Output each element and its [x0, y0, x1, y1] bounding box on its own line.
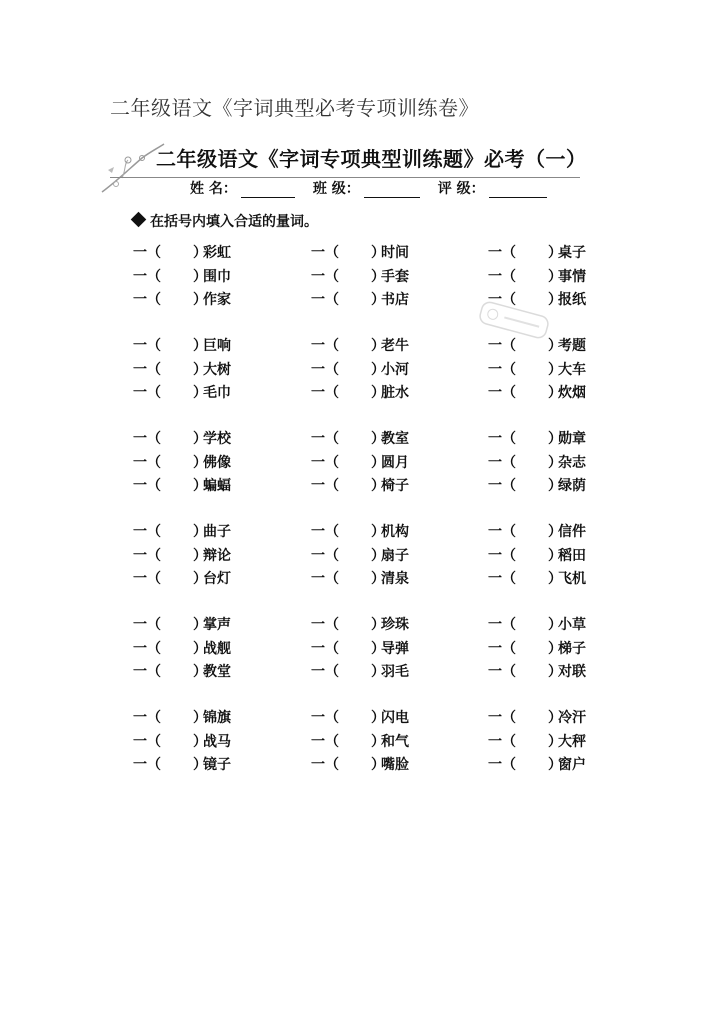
item-suffix: ）	[193, 478, 207, 494]
exercise-row	[0, 545, 724, 565]
noun-word: 辩论	[203, 547, 231, 564]
exercise-row	[0, 335, 724, 355]
item-prefix: 一（	[133, 268, 161, 285]
measure-word-item	[133, 266, 231, 286]
noun-word: 战舰	[203, 640, 231, 657]
item-suffix: ）	[371, 478, 385, 494]
noun-word: 毛巾	[203, 385, 231, 401]
noun-word: 梯子	[558, 640, 586, 657]
item-suffix: ）	[548, 292, 562, 308]
noun-word: 巨响	[203, 338, 231, 354]
measure-word-item	[488, 382, 586, 402]
item-prefix: 一（	[133, 338, 161, 354]
item-suffix: ）	[193, 710, 207, 726]
item-suffix: ）	[193, 431, 207, 447]
measure-word-item	[311, 568, 409, 588]
worksheet-title: 二年级语文《字词专项典型训练题》必考（一）	[156, 147, 587, 171]
measure-word-item	[311, 289, 409, 309]
item-suffix: ）	[548, 710, 562, 726]
item-suffix: ）	[193, 292, 207, 308]
item-suffix: ）	[548, 757, 562, 773]
noun-word: 炊烟	[558, 385, 586, 401]
exercise-row	[0, 614, 724, 634]
item-prefix: 一（	[133, 478, 161, 494]
noun-word: 掌声	[203, 617, 231, 633]
item-prefix: 一（	[133, 361, 161, 378]
item-suffix: ）	[371, 571, 385, 587]
noun-word: 勋章	[558, 431, 586, 447]
item-prefix: 一（	[311, 710, 339, 726]
item-prefix: 一（	[311, 478, 339, 494]
noun-word: 桌子	[558, 245, 586, 261]
item-suffix: ）	[371, 733, 385, 750]
name-blank[interactable]	[241, 183, 295, 198]
measure-word-item	[133, 545, 231, 565]
noun-word: 曲子	[203, 524, 231, 540]
noun-word: 大秤	[558, 733, 586, 750]
item-prefix: 一（	[488, 710, 516, 726]
item-suffix: ）	[548, 361, 562, 378]
noun-word: 冷汗	[558, 710, 586, 726]
item-prefix: 一（	[311, 338, 339, 354]
measure-word-item	[311, 707, 409, 727]
measure-word-item	[311, 731, 409, 751]
measure-word-item	[311, 266, 409, 286]
noun-word: 珍珠	[381, 617, 409, 633]
item-prefix: 一（	[488, 524, 516, 540]
measure-word-item	[488, 289, 586, 309]
item-suffix: ）	[193, 385, 207, 401]
noun-word: 蝙蝠	[203, 478, 231, 494]
item-suffix: ）	[371, 268, 385, 285]
item-prefix: 一（	[133, 292, 161, 308]
noun-word: 圆月	[381, 454, 409, 471]
item-prefix: 一（	[311, 454, 339, 471]
item-prefix: 一（	[133, 757, 161, 773]
item-suffix: ）	[193, 757, 207, 773]
measure-word-item	[488, 568, 586, 588]
measure-word-item	[311, 475, 409, 495]
noun-word: 对联	[558, 664, 586, 680]
item-suffix: ）	[193, 571, 207, 587]
item-prefix: 一（	[133, 617, 161, 633]
noun-word: 清泉	[381, 571, 409, 587]
item-prefix: 一（	[311, 640, 339, 657]
exercise-row	[0, 707, 724, 727]
noun-word: 书店	[381, 292, 409, 308]
item-prefix: 一（	[133, 431, 161, 447]
item-prefix: 一（	[133, 454, 161, 471]
noun-word: 佛像	[203, 454, 231, 471]
exercise-row	[0, 242, 724, 262]
item-suffix: ）	[548, 547, 562, 564]
item-suffix: ）	[371, 664, 385, 680]
item-suffix: ）	[193, 547, 207, 564]
measure-word-item	[133, 475, 231, 495]
noun-word: 手套	[381, 268, 409, 285]
item-suffix: ）	[371, 431, 385, 447]
item-suffix: ）	[371, 640, 385, 657]
class-label: 班 级：	[312, 181, 360, 197]
class-field[interactable]	[313, 178, 420, 198]
item-suffix: ）	[193, 361, 207, 378]
instruction	[133, 211, 318, 231]
class-blank[interactable]	[364, 183, 420, 198]
measure-word-item	[133, 335, 231, 355]
grade-blank[interactable]	[489, 183, 547, 198]
item-prefix: 一（	[311, 664, 339, 680]
item-suffix: ）	[548, 454, 562, 471]
item-suffix: ）	[193, 617, 207, 633]
measure-word-item	[488, 661, 586, 681]
item-prefix: 一（	[488, 617, 516, 633]
measure-word-item	[133, 568, 231, 588]
item-suffix: ）	[371, 547, 385, 564]
item-suffix: ）	[548, 268, 562, 285]
exercise-row	[0, 638, 724, 658]
exercise-row	[0, 521, 724, 541]
item-suffix: ）	[371, 385, 385, 401]
measure-word-item	[133, 707, 231, 727]
item-prefix: 一（	[311, 361, 339, 378]
noun-word: 老牛	[381, 338, 409, 354]
measure-word-item	[488, 614, 586, 634]
exercise-row	[0, 661, 724, 681]
exercise-row	[0, 382, 724, 402]
item-prefix: 一（	[488, 361, 516, 378]
noun-word: 台灯	[203, 571, 231, 587]
item-prefix: 一（	[311, 733, 339, 750]
noun-word: 作家	[203, 292, 231, 308]
item-suffix: ）	[371, 245, 385, 261]
noun-word: 教室	[381, 431, 409, 447]
item-suffix: ）	[371, 524, 385, 540]
item-suffix: ）	[548, 385, 562, 401]
noun-word: 大树	[203, 361, 231, 378]
measure-word-item	[488, 475, 586, 495]
measure-word-item	[133, 638, 231, 658]
noun-word: 杂志	[558, 454, 586, 471]
measure-word-item	[133, 661, 231, 681]
item-suffix: ）	[193, 640, 207, 657]
item-prefix: 一（	[488, 640, 516, 657]
noun-word: 稻田	[558, 547, 586, 564]
item-suffix: ）	[548, 571, 562, 587]
noun-word: 战马	[203, 733, 231, 750]
item-prefix: 一（	[133, 640, 161, 657]
item-prefix: 一（	[311, 431, 339, 447]
measure-word-item	[488, 638, 586, 658]
measure-word-item	[133, 521, 231, 541]
noun-word: 信件	[558, 524, 586, 540]
item-suffix: ）	[548, 664, 562, 680]
measure-word-item	[488, 335, 586, 355]
item-suffix: ）	[548, 524, 562, 540]
item-prefix: 一（	[311, 292, 339, 308]
item-prefix: 一（	[133, 245, 161, 261]
noun-word: 报纸	[558, 292, 586, 308]
item-suffix: ）	[371, 710, 385, 726]
noun-word: 学校	[203, 431, 231, 447]
noun-word: 事情	[558, 268, 586, 285]
item-suffix: ）	[548, 478, 562, 494]
measure-word-item	[133, 754, 231, 774]
measure-word-item	[311, 638, 409, 658]
diamond-bullet-icon	[131, 212, 147, 228]
item-prefix: 一（	[133, 524, 161, 540]
noun-word: 考题	[558, 338, 586, 354]
noun-word: 飞机	[558, 571, 586, 587]
measure-word-item	[488, 707, 586, 727]
noun-word: 小草	[558, 617, 586, 633]
measure-word-item	[488, 754, 586, 774]
item-prefix: 一（	[311, 617, 339, 633]
document-title: 二年级语文《字词典型必考专项训练卷》	[110, 96, 479, 120]
item-suffix: ）	[371, 617, 385, 633]
item-prefix: 一（	[311, 547, 339, 564]
noun-word: 彩虹	[203, 245, 231, 261]
instruction-text: 在括号内填入合适的量词。	[150, 214, 318, 230]
item-prefix: 一（	[133, 385, 161, 401]
item-suffix: ）	[193, 268, 207, 285]
item-prefix: 一（	[488, 431, 516, 447]
noun-word: 镜子	[203, 757, 231, 773]
item-prefix: 一（	[311, 524, 339, 540]
exercise-row	[0, 428, 724, 448]
exercise-row	[0, 359, 724, 379]
measure-word-item	[311, 242, 409, 262]
measure-word-item	[133, 382, 231, 402]
item-prefix: 一（	[488, 338, 516, 354]
measure-word-item	[133, 452, 231, 472]
measure-word-item	[311, 521, 409, 541]
item-prefix: 一（	[488, 245, 516, 261]
measure-word-item	[311, 754, 409, 774]
name-field[interactable]	[190, 178, 295, 198]
item-suffix: ）	[548, 617, 562, 633]
item-prefix: 一（	[488, 571, 516, 587]
noun-word: 羽毛	[381, 664, 409, 680]
item-suffix: ）	[193, 338, 207, 354]
noun-word: 时间	[381, 245, 409, 261]
item-suffix: ）	[193, 733, 207, 750]
measure-word-item	[133, 428, 231, 448]
name-label: 姓 名：	[190, 181, 237, 197]
item-suffix: ）	[193, 245, 207, 261]
item-prefix: 一（	[311, 268, 339, 285]
item-prefix: 一（	[488, 547, 516, 564]
noun-word: 扇子	[381, 547, 409, 564]
item-suffix: ）	[371, 361, 385, 378]
item-prefix: 一（	[311, 571, 339, 587]
measure-word-item	[133, 731, 231, 751]
noun-word: 教堂	[203, 664, 231, 680]
grade-label: 评 级：	[437, 181, 485, 197]
measure-word-item	[488, 521, 586, 541]
exercise-row	[0, 289, 724, 309]
measure-word-item	[488, 359, 586, 379]
item-prefix: 一（	[488, 454, 516, 471]
noun-word: 围巾	[203, 268, 231, 285]
exercise-row	[0, 568, 724, 588]
item-prefix: 一（	[311, 757, 339, 773]
item-prefix: 一（	[133, 547, 161, 564]
noun-word: 嘴脸	[381, 757, 409, 773]
item-prefix: 一（	[488, 664, 516, 680]
measure-word-item	[133, 359, 231, 379]
exercise-row	[0, 452, 724, 472]
measure-word-item	[488, 545, 586, 565]
noun-word: 小河	[381, 361, 409, 378]
exercise-row	[0, 731, 724, 751]
item-suffix: ）	[193, 664, 207, 680]
student-info-row	[190, 178, 547, 198]
measure-word-item	[311, 614, 409, 634]
item-prefix: 一（	[133, 664, 161, 680]
measure-word-item	[311, 661, 409, 681]
item-suffix: ）	[548, 640, 562, 657]
noun-word: 闪电	[381, 710, 409, 726]
item-prefix: 一（	[488, 757, 516, 773]
item-suffix: ）	[548, 245, 562, 261]
exercise-row	[0, 475, 724, 495]
item-prefix: 一（	[488, 292, 516, 308]
measure-word-item	[133, 614, 231, 634]
measure-word-item	[311, 428, 409, 448]
exercise-row	[0, 754, 724, 774]
item-prefix: 一（	[488, 268, 516, 285]
item-suffix: ）	[371, 292, 385, 308]
measure-word-item	[311, 545, 409, 565]
measure-word-item	[133, 289, 231, 309]
noun-word: 窗户	[558, 757, 586, 773]
item-prefix: 一（	[488, 385, 516, 401]
measure-word-item	[311, 359, 409, 379]
item-prefix: 一（	[488, 733, 516, 750]
noun-word: 大车	[558, 361, 586, 378]
item-suffix: ）	[548, 733, 562, 750]
item-prefix: 一（	[311, 245, 339, 261]
exercise-row	[0, 266, 724, 286]
item-prefix: 一（	[133, 571, 161, 587]
noun-word: 绿荫	[558, 478, 586, 494]
noun-word: 锦旗	[203, 710, 231, 726]
measure-word-item	[311, 335, 409, 355]
measure-word-item	[488, 731, 586, 751]
measure-word-item	[488, 428, 586, 448]
measure-word-item	[133, 242, 231, 262]
measure-word-item	[311, 382, 409, 402]
measure-word-item	[311, 452, 409, 472]
grade-field[interactable]	[438, 178, 547, 198]
noun-word: 导弹	[381, 640, 409, 657]
item-suffix: ）	[371, 338, 385, 354]
noun-word: 机构	[381, 524, 409, 540]
item-suffix: ）	[548, 338, 562, 354]
measure-word-item	[488, 242, 586, 262]
noun-word: 脏水	[381, 385, 409, 401]
noun-word: 和气	[381, 733, 409, 750]
item-prefix: 一（	[488, 478, 516, 494]
measure-word-item	[488, 452, 586, 472]
item-suffix: ）	[193, 524, 207, 540]
item-suffix: ）	[371, 757, 385, 773]
item-suffix: ）	[193, 454, 207, 471]
item-prefix: 一（	[311, 385, 339, 401]
item-suffix: ）	[371, 454, 385, 471]
item-prefix: 一（	[133, 733, 161, 750]
item-suffix: ）	[548, 431, 562, 447]
noun-word: 椅子	[381, 478, 409, 494]
measure-word-item	[488, 266, 586, 286]
item-prefix: 一（	[133, 710, 161, 726]
